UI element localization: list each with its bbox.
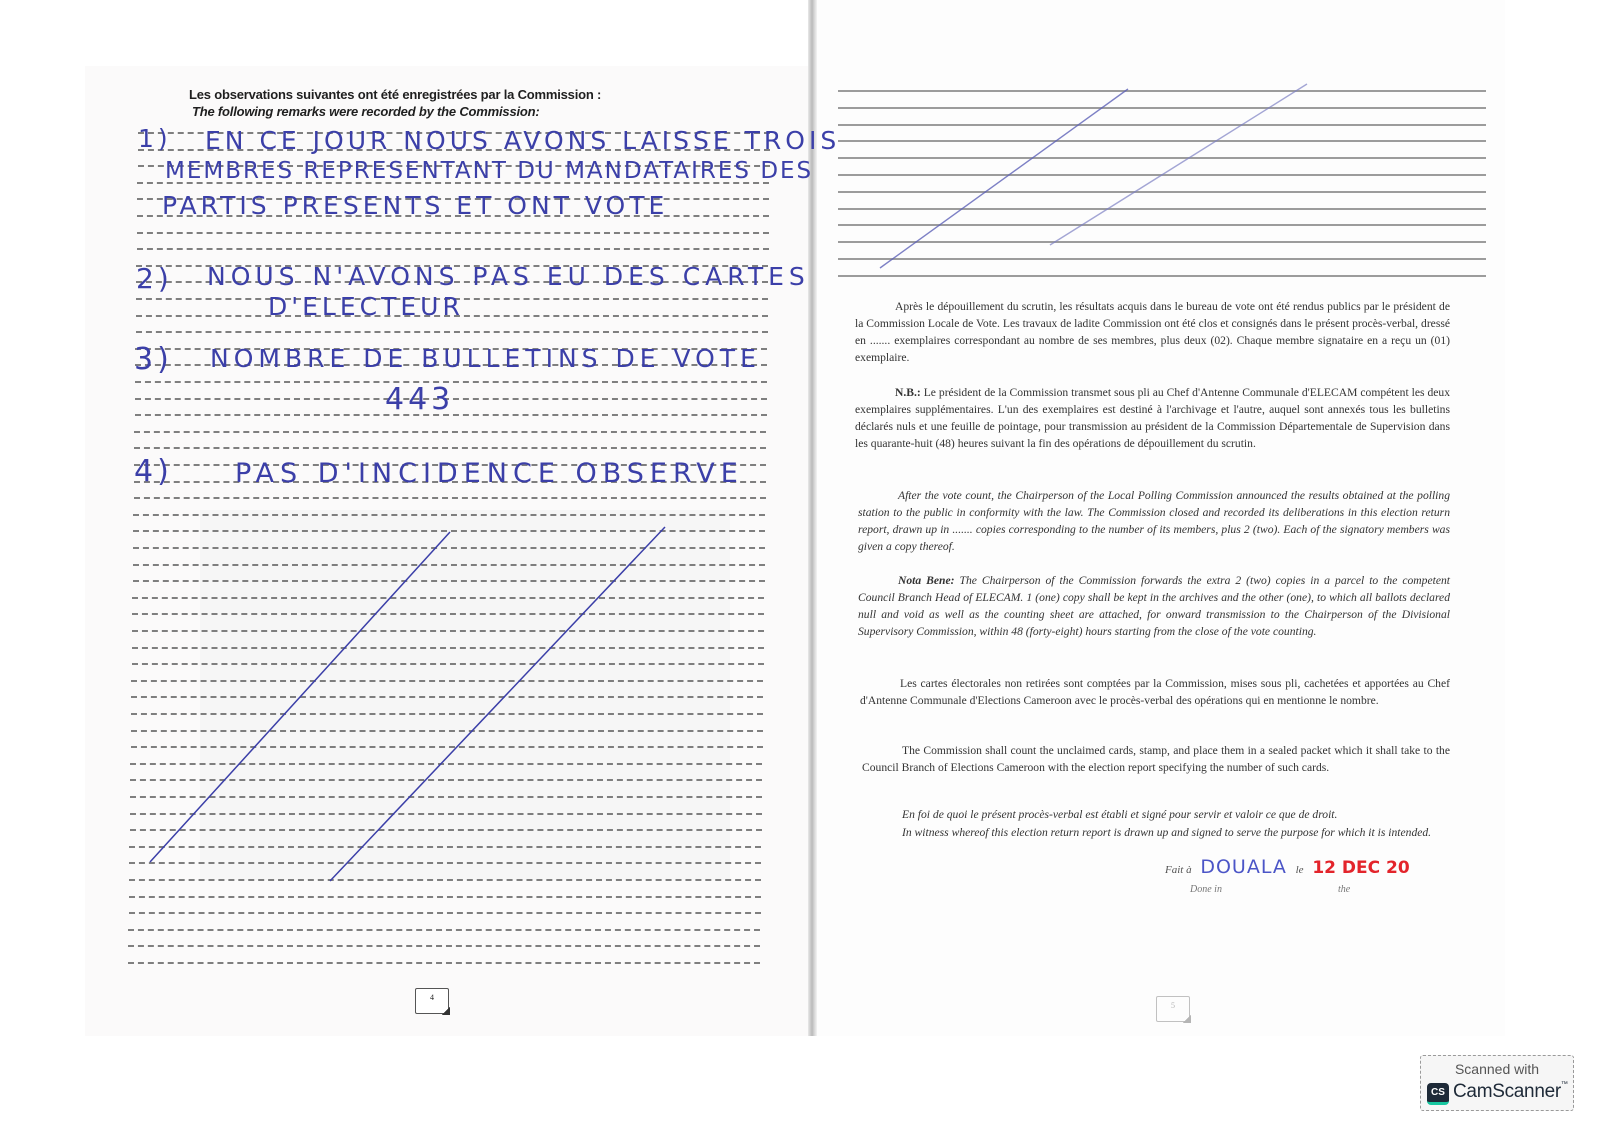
ruled-line <box>838 208 1486 210</box>
ruled-line <box>136 331 768 333</box>
ruled-line <box>838 258 1486 260</box>
entry-1-line-2: MEMBRES REPRESENTANT DU MANDATAIRES DES <box>165 158 814 184</box>
page-number-left: 4 <box>415 988 449 1014</box>
ruled-line <box>134 431 766 433</box>
ruled-line <box>133 564 765 566</box>
paragraph-results-fr: Après le dépouillement du scrutin, les résultats acquis dans le bureau de vote ont été rendus publics par le président de la Commission Locale de Vote. Les travaux de ladite Commission ont été clos et consignés dans le présent procès-verbal, dressé en ....... exemplaires correspondant au nombre de ses membres, plus deux (02). Chaque membre signataire en a reçu un (01) exemplaire. <box>855 300 1450 364</box>
ruled-line <box>132 630 764 632</box>
ruled-line <box>128 929 760 931</box>
ruled-line <box>838 174 1486 176</box>
ruled-line <box>133 530 765 532</box>
ruled-line <box>838 224 1486 226</box>
ruled-line <box>130 763 762 765</box>
ruled-line <box>137 248 769 250</box>
paragraph-witness-en: In witness whereof this election return report is drawn up and signed to serve the purpose for which it is intended. <box>902 826 1432 839</box>
observations-heading-en: The following remarks were recorded by the Commission: <box>192 104 540 119</box>
paragraph-witness-fr: En foi de quoi le présent procès-verbal est établi et signé pour servir et valoir ce que de droit. <box>902 808 1338 821</box>
ruled-line <box>838 124 1486 126</box>
ruled-line <box>137 232 769 234</box>
ruled-line <box>129 896 761 898</box>
ruled-line <box>129 862 761 864</box>
ruled-line <box>129 879 761 881</box>
camscanner-watermark <box>1420 1055 1574 1111</box>
observations-heading-fr: Les observations suivantes ont été enregistrées par la Commission : <box>189 87 602 102</box>
ruled-line <box>132 663 764 665</box>
done-at-label: Fait à <box>1165 864 1192 876</box>
ruled-line <box>838 275 1486 277</box>
ruled-line <box>134 447 766 449</box>
book-spine <box>808 0 817 1036</box>
entry-3-number: 3) <box>134 342 173 377</box>
signature-place: DOUALA <box>1200 856 1287 878</box>
entry-1-number: 1) <box>138 124 172 153</box>
entry-1-line-3: PARTIS PRESENTS ET ONT VOTE <box>162 191 669 220</box>
ruled-line <box>131 730 763 732</box>
ruled-line <box>131 713 763 715</box>
entry-3-line-2: 443 <box>385 382 455 417</box>
watermark-brand: CamScanner™ <box>1453 1081 1568 1102</box>
ruled-line <box>132 647 764 649</box>
paragraph-cards-fr: Les cartes électorales non retirées sont comptées par la Commission, mises sous pli, cachetées et apportées au Chef d'Antenne Communale d'Elections Cameroon avec le procès-verbal des opérations qui en mentionne le nombre. <box>860 677 1450 707</box>
ruled-line <box>130 829 762 831</box>
ruled-line <box>129 912 761 914</box>
ruled-line <box>129 846 761 848</box>
ruled-line <box>132 613 764 615</box>
signature-row <box>1165 856 1410 878</box>
ruled-line <box>838 140 1486 142</box>
ruled-line <box>838 157 1486 159</box>
ruled-line <box>130 796 762 798</box>
date-stamp: 12 DEC 20 <box>1312 858 1410 878</box>
camscanner-logo-icon: CS <box>1427 1083 1449 1105</box>
paragraph-nb-fr: N.B.: Le président de la Commission transmet sous pli au Chef d'Antenne Communale d'ELECAM compétent les deux exemplaires supplémentaires. L'un des exemplaires est destiné à l'archivage et l'autre, auquel sont annexés tous les bulletins déclarés nuls et une feuille de pointage, pour transmission au président de la Commission Départementale de Supervision dans les quarante-huit (48) heures suivant la fin des opérations de dépouillement du scrutin. <box>855 386 1450 450</box>
ruled-line <box>133 547 765 549</box>
entry-2-line-1: NOUS N'AVONS PAS EU DES CARTES <box>207 262 810 291</box>
ruled-line <box>838 90 1486 92</box>
ruled-line <box>130 779 762 781</box>
ruled-line <box>838 241 1486 243</box>
ruled-line <box>133 580 765 582</box>
ruled-line <box>131 680 763 682</box>
entry-2-line-2: D'ELECTEUR <box>268 292 464 321</box>
watermark-line-1: Scanned with <box>1454 1061 1540 1077</box>
ruled-line <box>128 945 760 947</box>
done-in-label-en: Done in <box>1190 884 1222 895</box>
ruled-line <box>838 107 1486 109</box>
entry-4-number: 4) <box>134 454 173 489</box>
entry-3-line-1: NOMBRE DE BULLETINS DE VOTE <box>210 344 761 373</box>
ruled-line <box>130 813 762 815</box>
ruled-line <box>131 746 763 748</box>
paragraph-results-en: After the vote count, the Chairperson of the Local Polling Commission announced the results obtained at the polling station to the public in conformity with the law. The Commission closed and recorded its deliberations in this election return report, drawn up in ....... copies corresponding to the number of its members, plus 2 (two). Each of the signatory members was given a copy thereof. <box>858 489 1450 553</box>
entry-4-line-1: PAS D'INCIDENCE OBSERVE <box>235 458 744 489</box>
date-label: le <box>1295 864 1304 876</box>
ruled-line <box>131 696 763 698</box>
ruled-line <box>132 597 764 599</box>
ruled-line <box>128 962 760 964</box>
entry-1-line-1: EN CE JOUR NOUS AVONS LAISSE TROIS <box>205 126 841 155</box>
paragraph-cards-en: The Commission shall count the unclaimed cards, stamp, and place them in a sealed packet which it shall take to the Council Branch of Elections Cameroon with the election report specifying the number of such cards. <box>862 744 1450 774</box>
entry-2-number: 2) <box>136 262 173 295</box>
page-number-right: 5 <box>1156 996 1190 1022</box>
the-label-en: the <box>1338 884 1351 895</box>
ruled-line <box>133 514 765 516</box>
ruled-line <box>134 497 766 499</box>
paragraph-nota-bene-en: Nota Bene: The Chairperson of the Commission forwards the extra 2 (two) copies in a parcel to the competent Council Branch Head of ELECAM. 1 (one) copy shall be kept in the archives and the other (one), to which all ballots declared null and void as well as the counting sheet are attached, for onward transmission to the Chairperson of the Divisional Supervisory Commission, within 48 (forty-eight) hours starting from the close of the vote counting. <box>858 574 1451 638</box>
ruled-line <box>838 191 1486 193</box>
